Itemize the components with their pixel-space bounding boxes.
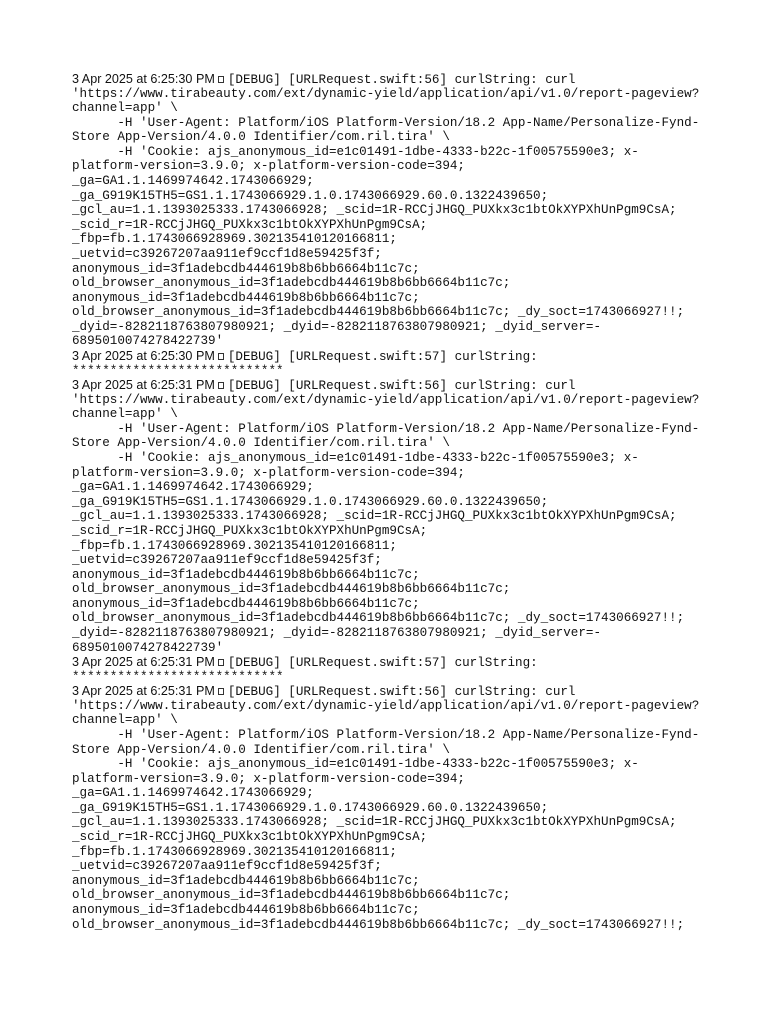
log-line <box>72 699 712 714</box>
log-text: _dyid=-8282118763807980921; _dyid=-8282118763807980921; _dyid_server=- <box>72 319 602 334</box>
log-text: channel=app' \ <box>72 407 178 422</box>
log-line <box>72 466 712 481</box>
log-text: 6895010074278422739' <box>72 334 224 349</box>
log-text: anonymous_id=3f1adebcdb444619b8b6bb6664b11c7c; <box>72 902 420 917</box>
log-line <box>72 101 712 116</box>
log-line <box>72 859 712 874</box>
log-text: _uetvid=c39267207aa911ef9ccf1d8e59425f3f; <box>72 859 382 874</box>
log-line <box>72 87 712 102</box>
log-text: anonymous_id=3f1adebcdb444619b8b6bb6664b11c7c; <box>72 873 420 888</box>
log-text: platform-version=3.9.0; x-platform-version-code=394; <box>72 771 465 786</box>
log-text: [DEBUG] [URLRequest.swift:56] curlString: curl <box>227 379 576 393</box>
log-text: _scid_r=1R-RCCjJHGQ_PUXkx3c1btOkXYPXhUnPgm9CsA; <box>72 217 428 232</box>
log-text: **************************** <box>72 669 284 684</box>
log-line <box>72 320 712 335</box>
log-text: old_browser_anonymous_id=3f1adebcdb444619b8b6bb6664b11c7c; _dy_soct=1743066927!!; <box>72 917 685 932</box>
log-text: anonymous_id=3f1adebcdb444619b8b6bb6664b11c7c; <box>72 596 420 611</box>
log-text: -H 'Cookie: ajs_anonymous_id=e1c01491-1dbe-4333-b22c-1f00575590e3; x- <box>72 757 639 772</box>
log-text: _ga_G919K15TH5=GS1.1.1743066929.1.0.1743066929.60.0.1322439650; <box>72 188 549 203</box>
log-text: channel=app' \ <box>72 101 178 116</box>
log-text: old_browser_anonymous_id=3f1adebcdb444619b8b6bb6664b11c7c; _dy_soct=1743066927!!; <box>72 305 685 320</box>
log-text: [DEBUG] [URLRequest.swift:56] curlString: curl <box>227 685 576 699</box>
log-text: _dyid=-8282118763807980921; _dyid=-8282118763807980921; _dyid_server=- <box>72 625 602 640</box>
log-line <box>72 291 712 306</box>
log-timestamp: 3 Apr 2025 at 6:25:30 PM <box>72 348 215 363</box>
log-timestamp: 3 Apr 2025 at 6:25:31 PM <box>72 655 215 670</box>
log-line <box>72 189 712 204</box>
log-line <box>72 641 712 656</box>
log-text: Store App-Version/4.0.0 Identifier/com.ril.tira' \ <box>72 742 450 757</box>
log-line <box>72 407 712 422</box>
log-line <box>72 232 712 247</box>
log-text: _fbp=fb.1.1743066928969.302135410120166811; <box>72 232 397 247</box>
box-glyph-icon <box>218 353 224 360</box>
log-line <box>72 568 712 583</box>
log-text: _scid_r=1R-RCCjJHGQ_PUXkx3c1btOkXYPXhUnPgm9CsA; <box>72 523 428 538</box>
box-glyph-icon <box>218 659 224 666</box>
box-glyph-icon <box>218 76 224 83</box>
log-text: -H 'Cookie: ajs_anonymous_id=e1c01491-1dbe-4333-b22c-1f00575590e3; x- <box>72 451 639 466</box>
log-line <box>72 480 712 495</box>
box-glyph-icon <box>218 382 224 389</box>
log-timestamp: 3 Apr 2025 at 6:25:31 PM <box>72 378 215 393</box>
log-line <box>72 495 712 510</box>
log-line <box>72 159 712 174</box>
log-text: _gcl_au=1.1.1393025333.1743066928; _scid=1R-RCCjJHGQ_PUXkx3c1btOkXYPXhUnPgm9CsA; <box>72 815 677 830</box>
log-line <box>72 918 712 933</box>
log-text: old_browser_anonymous_id=3f1adebcdb444619b8b6bb6664b11c7c; _dy_soct=1743066927!!; <box>72 611 685 626</box>
log-text: _ga=GA1.1.1469974642.1743066929; <box>72 786 314 801</box>
log-text: platform-version=3.9.0; x-platform-version-code=394; <box>72 159 465 174</box>
box-glyph-icon <box>218 688 224 695</box>
log-text: _gcl_au=1.1.1393025333.1743066928; _scid=1R-RCCjJHGQ_PUXkx3c1btOkXYPXhUnPgm9CsA; <box>72 203 677 218</box>
log-line <box>72 874 712 889</box>
log-line <box>72 378 712 393</box>
log-text: -H 'User-Agent: Platform/iOS Platform-Version/18.2 App-Name/Personalize-Fynd- <box>72 728 700 743</box>
log-line <box>72 218 712 233</box>
log-text: [DEBUG] [URLRequest.swift:56] curlString: curl <box>227 73 576 87</box>
log-text: -H 'Cookie: ajs_anonymous_id=e1c01491-1dbe-4333-b22c-1f00575590e3; x- <box>72 144 639 159</box>
log-text: Store App-Version/4.0.0 Identifier/com.ril.tira' \ <box>72 130 450 145</box>
log-line <box>72 611 712 626</box>
log-line <box>72 436 712 451</box>
log-line <box>72 713 712 728</box>
log-text: old_browser_anonymous_id=3f1adebcdb444619b8b6bb6664b11c7c; <box>72 276 511 291</box>
log-line <box>72 888 712 903</box>
log-text: _ga_G919K15TH5=GS1.1.1743066929.1.0.1743066929.60.0.1322439650; <box>72 494 549 509</box>
log-text: **************************** <box>72 363 284 378</box>
log-line <box>72 684 712 699</box>
log-text: _scid_r=1R-RCCjJHGQ_PUXkx3c1btOkXYPXhUnPgm9CsA; <box>72 830 428 845</box>
log-document <box>72 72 712 932</box>
log-line <box>72 116 712 131</box>
log-line <box>72 815 712 830</box>
log-text: anonymous_id=3f1adebcdb444619b8b6bb6664b11c7c; <box>72 567 420 582</box>
log-line <box>72 305 712 320</box>
log-line <box>72 509 712 524</box>
log-line <box>72 670 712 685</box>
log-text: _uetvid=c39267207aa911ef9ccf1d8e59425f3f; <box>72 246 382 261</box>
log-text: -H 'User-Agent: Platform/iOS Platform-Version/18.2 App-Name/Personalize-Fynd- <box>72 115 700 130</box>
log-line <box>72 72 712 87</box>
log-line <box>72 772 712 787</box>
log-text: 'https://www.tirabeauty.com/ext/dynamic-yield/application/api/v1.0/report-pageview? <box>72 698 700 713</box>
log-text: _ga=GA1.1.1469974642.1743066929; <box>72 174 314 189</box>
log-line <box>72 757 712 772</box>
log-line <box>72 743 712 758</box>
log-line <box>72 364 712 379</box>
log-timestamp: 3 Apr 2025 at 6:25:30 PM <box>72 72 215 86</box>
log-line <box>72 830 712 845</box>
log-text: old_browser_anonymous_id=3f1adebcdb444619b8b6bb6664b11c7c; <box>72 582 511 597</box>
log-line <box>72 145 712 160</box>
log-text: 6895010074278422739' <box>72 640 224 655</box>
log-timestamp: 3 Apr 2025 at 6:25:31 PM <box>72 684 215 699</box>
log-text: _fbp=fb.1.1743066928969.302135410120166811; <box>72 844 397 859</box>
log-line <box>72 524 712 539</box>
log-line <box>72 786 712 801</box>
log-text: channel=app' \ <box>72 713 178 728</box>
log-text: _ga=GA1.1.1469974642.1743066929; <box>72 480 314 495</box>
log-line <box>72 262 712 277</box>
log-text: _gcl_au=1.1.1393025333.1743066928; _scid=1R-RCCjJHGQ_PUXkx3c1btOkXYPXhUnPgm9CsA; <box>72 509 677 524</box>
log-text: anonymous_id=3f1adebcdb444619b8b6bb6664b11c7c; <box>72 290 420 305</box>
log-text: _ga_G919K15TH5=GS1.1.1743066929.1.0.1743066929.60.0.1322439650; <box>72 800 549 815</box>
log-text: anonymous_id=3f1adebcdb444619b8b6bb6664b11c7c; <box>72 261 420 276</box>
log-line <box>72 553 712 568</box>
log-text: 'https://www.tirabeauty.com/ext/dynamic-yield/application/api/v1.0/report-pageview? <box>72 86 700 101</box>
log-line <box>72 801 712 816</box>
log-line <box>72 626 712 641</box>
log-line <box>72 655 712 670</box>
log-line <box>72 276 712 291</box>
log-text: platform-version=3.9.0; x-platform-version-code=394; <box>72 465 465 480</box>
log-text: -H 'User-Agent: Platform/iOS Platform-Version/18.2 App-Name/Personalize-Fynd- <box>72 421 700 436</box>
log-line <box>72 393 712 408</box>
log-line <box>72 334 712 349</box>
log-line <box>72 597 712 612</box>
log-line <box>72 582 712 597</box>
log-text: Store App-Version/4.0.0 Identifier/com.ril.tira' \ <box>72 436 450 451</box>
log-line <box>72 728 712 743</box>
log-line <box>72 174 712 189</box>
log-line <box>72 539 712 554</box>
log-line <box>72 349 712 364</box>
log-text: 'https://www.tirabeauty.com/ext/dynamic-yield/application/api/v1.0/report-pageview? <box>72 392 700 407</box>
log-line <box>72 451 712 466</box>
log-line <box>72 247 712 262</box>
log-text: [DEBUG] [URLRequest.swift:57] curlString: <box>227 656 538 670</box>
log-line <box>72 130 712 145</box>
log-line <box>72 903 712 918</box>
log-text: _uetvid=c39267207aa911ef9ccf1d8e59425f3f; <box>72 553 382 568</box>
log-line <box>72 203 712 218</box>
log-text: [DEBUG] [URLRequest.swift:57] curlString: <box>227 349 538 364</box>
log-text: _fbp=fb.1.1743066928969.302135410120166811; <box>72 538 397 553</box>
log-line <box>72 845 712 860</box>
log-text: old_browser_anonymous_id=3f1adebcdb444619b8b6bb6664b11c7c; <box>72 888 511 903</box>
log-line <box>72 422 712 437</box>
